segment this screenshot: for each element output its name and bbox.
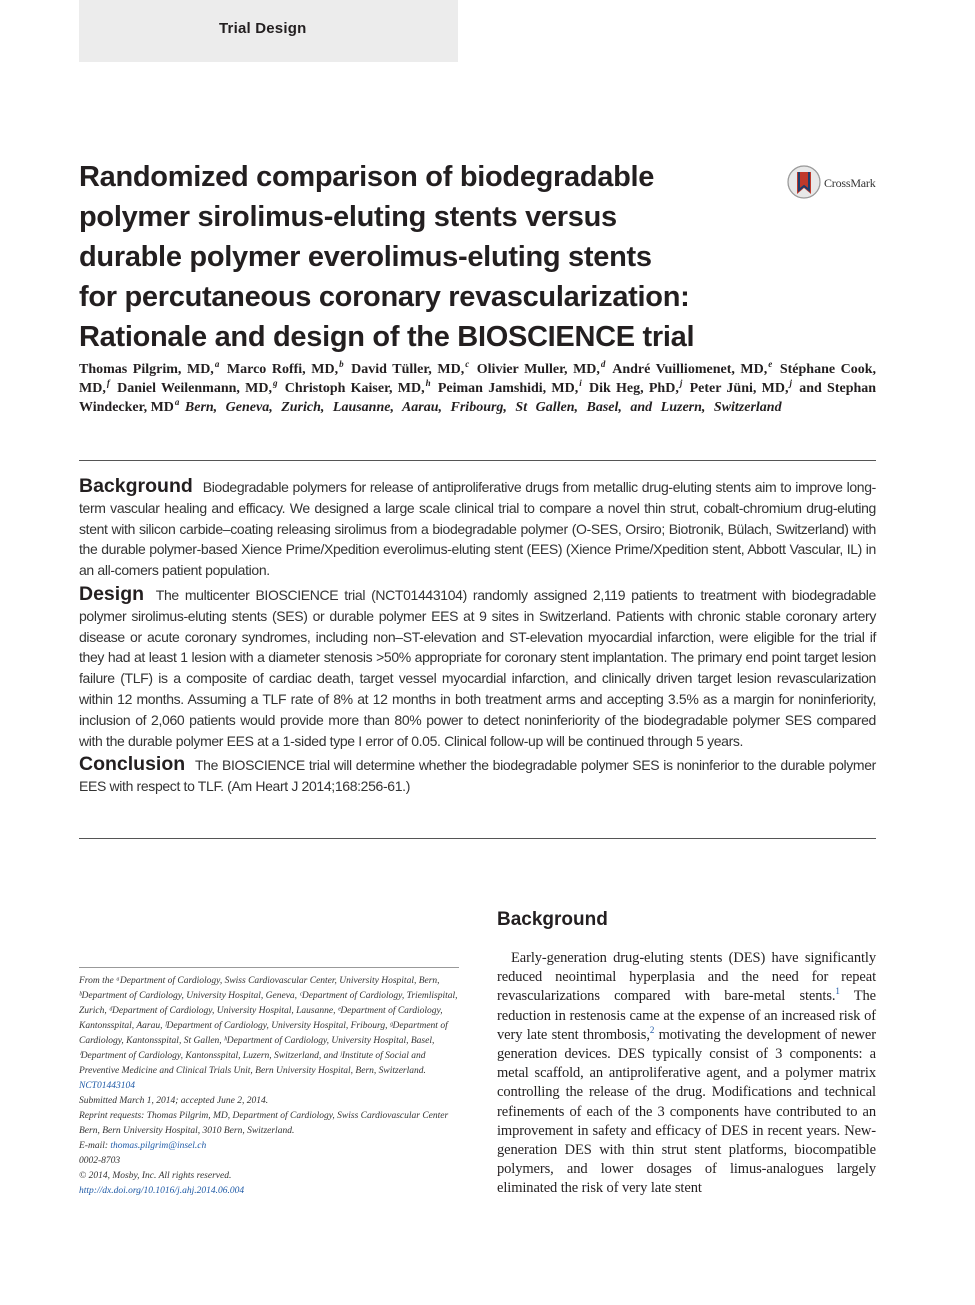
footnote-submitted: Submitted March 1, 2014; accepted June 2, 2014. [79,1096,269,1106]
footnote-reprint: Reprint requests: Thomas Pilgrim, MD, Department of Cardiology, Swiss Cardiovascular Center Bern, Bern University Hospital, 3010 Bern, Switzerland. [79,1111,449,1136]
author-name: Marco Roffi, MD, [226,362,339,377]
body-paragraph [497,949,876,1199]
abstract-design [79,584,876,751]
footnote-copyright: © 2014, Mosby, Inc. All rights reserved. [79,1171,232,1181]
title-line: Rationale and design of the BIOSCIENCE trial [79,321,695,353]
reference-link[interactable]: 2 [649,1024,655,1035]
author-affiliation-mark: e [768,359,773,370]
section-label: Trial Design [219,20,307,37]
author-affiliation-mark: b [339,359,344,370]
author-name: Dik Heg, PhD, [589,381,679,396]
abstract-background [79,476,876,581]
author-affiliation-mark: a [174,397,180,408]
title-line: durable polymer everolimus-eluting stents [79,241,652,273]
abstract-design-heading: Design [79,582,145,605]
author-name: David Tüller, MD, [351,362,465,377]
abstract-design-text: The multicenter BIOSCIENCE trial (NCT01443104) randomly assigned 2,119 patients to treatment with biodegradable polymer sirolimus-eluting stents (SES) or durable polymer EES at 9 sites in Switzerland. Patients with chronic stable coronary artery disease or acute coronary syndromes, including non–ST-elevation and ST-elevation myocardial infarction, were eligible for the trial if they had at least 1 lesion with a diameter stenosis >50% appropriate for coronary stent implantation. The primary end point target lesion failure (TLF) is a composite of cardiac death, target vessel myocardial infarction, and clinically driven target lesion revascularization within 12 months. Assuming a TLF rate of 8% at 12 months in both treatment arms and accepting 3.5% as a margin for noninferiority, inclusion of 2,060 patients would provide more than 80% power to detect noninferiority of the biodegradable polymer SES compared with the durable polymer EES at a 1-sided type I error of 0.05. Clinical follow-up will be continued through 5 years. [79,586,876,749]
author-name: Daniel Weilenmann, MD, [117,381,272,396]
footnotes [79,974,459,1199]
footnote-email [79,1139,459,1154]
crossmark-badge[interactable] [786,164,886,204]
footnote-rule [79,967,459,968]
body-text-segment: motivating the development of newer generation devices. DES typically consist of 3 components: a metal scaffold, an antiproliferative agent, and a polymer matrix controlling the release of the drug. Modifications and technical refinements of each of the 3 components have contributed to an improvement in safety and efficacy of DES in recent years. New-generation DES with thin strut stent platforms, biocompatible polymers, and lower dosages of limus-analogues largely eliminated the risk of very late stent [497,1026,876,1197]
abstract-top-rule [79,460,876,461]
body-text-segment: Early-generation drug-eluting stents (DES) have significantly reduced neointimal hyperplasia and the need for repeat revascularizations compared with bare-metal stents. [497,950,876,1005]
section-heading-background: Background [497,909,608,930]
crossmark-label: CrossMark [824,176,876,190]
author-affiliation-mark: j [679,378,683,389]
author-name: Olivier Muller, MD, [476,362,600,377]
author-name: Peiman Jamshidi, MD, [437,381,579,396]
crossmark-icon [786,164,822,202]
footnote-affiliations: From the ᵃDepartment of Cardiology, Swiss Cardiovascular Center, University Hospital, Bern, ᵇDepartment of Cardiology, University Hospital, Geneva, ᶜDepartment of Cardiology, Triemlispital, Zurich, ᵈDepartment of Cardiology, University Hospital, Lausanne, ᵉDepartment of Cardiology, Kantonsspital, Aarau, ᶠDepartment of Cardiology, University Hospital, Fribourg, ᵍDepartment of Cardiology, Kantonsspital, St Gallen, ʰDepartment of Cardiology, University Hospital, Basel, ⁱDepartment of Cardiology, Kantonsspital, Luzern, Switzerland, and ʲInstitute of Social and Preventive Medicine and Clinical Trials Unit, Bern University Hospital, Bern, Switzerland. [79,976,458,1076]
author-affiliation-mark: a [214,359,220,370]
footnote-issn: 0002-8703 [79,1156,121,1166]
email-link[interactable]: thomas.pilgrim@insel.ch [110,1141,207,1151]
body-text-segment: The reduction in restenosis came at the expense of an increased risk of very late stent thrombosis, [497,988,877,1043]
author-name: Thomas Pilgrim, MD, [79,362,214,377]
title-line: polymer sirolimus-eluting stents versus [79,201,617,233]
author-name: and Stephan Windecker, MD [79,381,877,415]
author-cities: Bern, Geneva, Zurich, Lausanne, Aarau, Fribourg, St Gallen, Basel, and Luzern, Switzerland [184,400,782,415]
trial-registration-link[interactable]: NCT01443104 [79,1081,135,1091]
author-affiliation-mark: d [600,359,606,370]
author-affiliation-mark: i [579,378,582,389]
author-name: André Vuilliomenet, MD, [612,362,768,377]
author-name: Stéphane Cook, MD, [79,362,877,396]
author-affiliation-mark: g [272,378,278,389]
author-name: Peter Jüni, MD, [689,381,789,396]
author-affiliation-mark: f [106,378,110,389]
section-tab [79,0,458,62]
author-name: Christoph Kaiser, MD, [284,381,425,396]
abstract-bottom-rule [79,838,876,839]
abstract-conclusion [79,754,876,797]
article-title [79,157,759,357]
doi-link[interactable]: http://dx.doi.org/10.1016/j.ahj.2014.06.004 [79,1186,245,1196]
abstract-background-text: Biodegradable polymers for release of antiproliferative drugs from metallic drug-eluting stents aim to improve long-term vascular healing and efficacy. We designed a large scale clinical trial to compare a novel thin strut, cobalt-chromium drug-eluting stent with silicon carbide–coating releasing sirolimus from a biodegradable polymer (O-SES, Orsiro; Biotronik, Bülach, Switzerland) with the durable polymer-based Xience Prime/Xpedition everolimus-eluting stent (EES) (Xience Prime/Xpedition stent, Abbott Vascular, IL) in an all-comers patient population. [79,479,876,579]
reference-link[interactable]: 1 [835,986,840,997]
title-line: Randomized comparison of biodegradable [79,161,655,193]
author-affiliation-mark: c [465,359,470,370]
abstract-conclusion-heading: Conclusion [79,753,186,776]
author-affiliation-mark: j [789,378,792,389]
abstract-conclusion-text: The BIOSCIENCE trial will determine whether the biodegradable polymer SES is noninferior to the durable polymer EES with respect to TLF. (Am Heart J 2014;168:256-61.) [79,757,876,795]
email-label: E-mail: [79,1141,109,1151]
title-line: for percutaneous coronary revascularization: [79,281,690,313]
abstract [79,476,876,800]
author-list [79,360,876,417]
body-column [497,905,876,1199]
abstract-background-heading: Background [79,475,193,497]
author-affiliation-mark: h [425,378,431,389]
